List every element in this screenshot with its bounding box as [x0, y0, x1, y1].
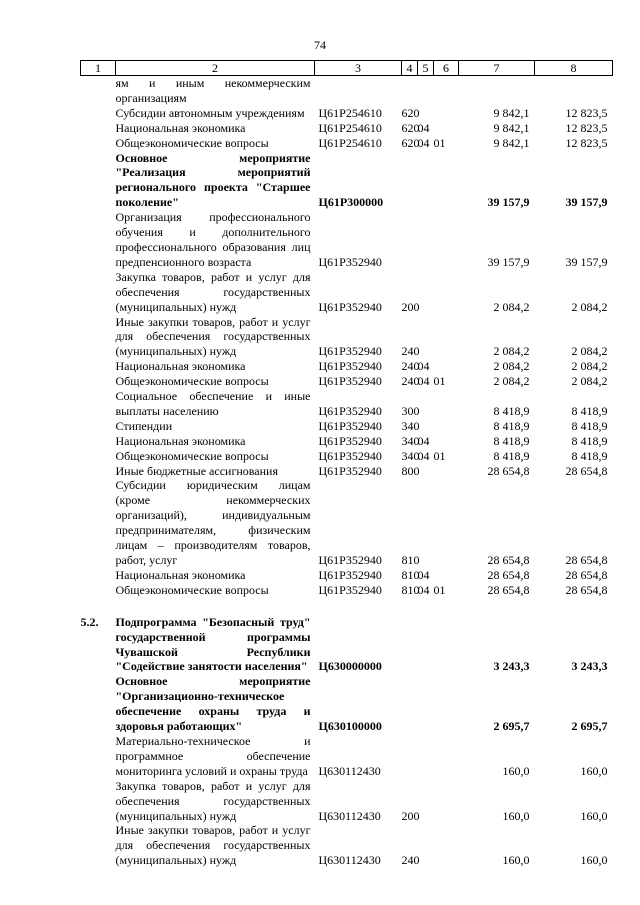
item-name: Закупка товаров, работ и услуг для обеспечения государственных (муниципальных) нужд	[115, 778, 311, 823]
subsection-code: 01	[433, 374, 446, 389]
section-code: 04	[417, 448, 430, 463]
subsection-code	[434, 419, 459, 434]
item-name: ям и иным некоммерческим организациям	[115, 76, 311, 105]
section-code	[418, 76, 434, 106]
section-code: 04	[417, 359, 430, 374]
amount-year-1	[459, 76, 535, 106]
amount-year-2: 39 157,9	[565, 195, 608, 210]
expense-type-code	[402, 151, 418, 211]
subsection-code	[434, 151, 459, 211]
item-name: Субсидии автономным учреждениям	[115, 105, 305, 120]
amount-year-1: 9 842,1	[493, 120, 530, 135]
item-name: Иные закупки товаров, работ и услуг для обеспечения государственных (муниципальных) нужд	[115, 314, 311, 359]
amount-year-1: 160,0	[502, 763, 530, 778]
expense-type-code	[402, 734, 418, 779]
amount-year-2: 3 243,3	[571, 659, 608, 674]
amount-year-2: 39 157,9	[565, 254, 608, 269]
item-name: Национальная экономика	[115, 359, 246, 374]
expense-type-code: 340	[401, 433, 420, 448]
amount-year-1: 9 842,1	[493, 105, 530, 120]
expense-type-code	[402, 598, 418, 615]
table-row	[81, 270, 613, 315]
table-row	[81, 598, 613, 615]
table-row	[81, 823, 613, 868]
subsection-code: 01	[433, 582, 446, 597]
subsection-code	[434, 121, 459, 136]
expense-type-code: 200	[401, 808, 420, 823]
table-body	[81, 76, 613, 869]
expense-type-code: 810	[401, 567, 420, 582]
subsection-code: 01	[433, 135, 446, 150]
section-code	[418, 734, 434, 779]
item-name: Основное мероприятие "Реализация мероприятий регионального проекта "Старшее поколение"	[115, 150, 311, 210]
amount-year-1: 8 418,9	[493, 448, 530, 463]
row-number	[81, 478, 116, 567]
row-number	[81, 434, 116, 449]
section-code: 04	[417, 567, 430, 582]
item-name: Основное мероприятие "Организационно-техническое обеспечение охраны труда и здоровья работающих"	[115, 674, 311, 734]
table-row	[81, 674, 613, 734]
target-code: Ц61P352940	[318, 463, 382, 478]
expense-type-code: 240	[401, 853, 420, 868]
subsection-code	[434, 270, 459, 315]
subsection-code	[434, 359, 459, 374]
table-row	[81, 374, 613, 389]
target-code: Ц630000000	[318, 659, 382, 674]
column-header: 2	[116, 61, 315, 76]
amount-year-1: 28 654,8	[487, 582, 530, 597]
item-name: Общеэкономические вопросы	[115, 448, 269, 463]
amount-year-1: 2 084,2	[493, 299, 530, 314]
row-number	[81, 106, 116, 121]
row-number	[81, 823, 116, 868]
subsection-code	[434, 568, 459, 583]
target-code: Ц61P352940	[318, 582, 382, 597]
amount-year-2: 28 654,8	[565, 582, 608, 597]
item-name: Подпрограмма "Безопасный труд" государственной программы Чувашской Республики "Содействие занятости населения"	[115, 614, 311, 674]
amount-year-1: 2 695,7	[493, 719, 530, 734]
target-code: Ц61P352940	[318, 403, 382, 418]
amount-year-1: 28 654,8	[487, 553, 530, 567]
table-row	[81, 464, 613, 479]
amount-year-2: 2 084,2	[571, 299, 608, 314]
item-name: Национальная экономика	[115, 120, 246, 135]
column-header: 6	[434, 61, 459, 76]
amount-year-1: 39 157,9	[487, 254, 530, 269]
amount-year-1: 2 084,2	[493, 359, 530, 374]
amount-year-2: 12 823,5	[565, 135, 608, 150]
subsection-code	[434, 823, 459, 868]
item-name: Иные бюджетные ассигнования	[115, 463, 278, 478]
target-code: Ц630112430	[318, 808, 381, 823]
row-number	[81, 374, 116, 389]
row-number	[81, 464, 116, 479]
table-row	[81, 359, 613, 374]
amount-year-2: 2 695,7	[571, 719, 608, 734]
amount-year-2: 28 654,8	[565, 567, 608, 582]
subsection-code: 01	[433, 448, 446, 463]
item-name: Общеэкономические вопросы	[115, 582, 269, 597]
section-code	[418, 151, 434, 211]
section-code	[418, 210, 434, 270]
amount-year-2: 160,0	[580, 808, 608, 823]
section-code	[418, 464, 434, 479]
amount-year-2: 8 418,9	[571, 403, 608, 418]
target-code: Ц61P352940	[318, 448, 382, 463]
section-code	[418, 615, 434, 675]
section-code	[418, 598, 434, 615]
row-number	[81, 674, 116, 734]
target-code: Ц61P352940	[318, 344, 382, 359]
amount-year-1: 2 084,2	[493, 344, 530, 359]
column-header: 3	[315, 61, 402, 76]
amount-year-1: 8 418,9	[493, 403, 530, 418]
section-code: 04	[417, 135, 430, 150]
expense-type-code: 620	[401, 120, 420, 135]
table-row	[81, 210, 613, 270]
subsection-code	[434, 734, 459, 779]
table-row	[81, 434, 613, 449]
page-number: 74	[314, 38, 326, 52]
item-name	[116, 598, 315, 615]
target-code: Ц630112430	[318, 763, 381, 778]
amount-year-1: 39 157,9	[487, 195, 530, 210]
target-code: Ц61P352940	[318, 359, 382, 374]
amount-year-1	[459, 598, 535, 615]
item-name: Общеэкономические вопросы	[115, 135, 269, 150]
subsection-code	[434, 76, 459, 106]
amount-year-1: 2 084,2	[493, 374, 530, 389]
amount-year-2: 28 654,8	[565, 463, 608, 478]
section-code: 04	[417, 374, 430, 389]
expense-type-code: 800	[401, 463, 420, 478]
table-row	[81, 779, 613, 824]
section-code	[418, 823, 434, 868]
subsection-code	[434, 478, 459, 567]
amount-year-1: 8 418,9	[493, 433, 530, 448]
subsection-code	[434, 210, 459, 270]
target-code: Ц630100000	[318, 719, 382, 734]
row-number	[81, 389, 116, 419]
table-row	[81, 389, 613, 419]
expense-type-code: 810	[401, 582, 420, 597]
expense-type-code: 340	[401, 418, 420, 433]
amount-year-1: 8 418,9	[493, 418, 530, 433]
item-name: Закупка товаров, работ и услуг для обеспечения государственных (муниципальных) нужд	[115, 269, 311, 314]
table-row	[81, 568, 613, 583]
section-code: 04	[417, 433, 430, 448]
expense-type-code: 620	[401, 105, 420, 120]
row-number	[81, 568, 116, 583]
amount-year-2: 28 654,8	[565, 553, 608, 567]
section-code	[418, 106, 434, 121]
table-header-row	[81, 61, 613, 76]
item-name: Материально-техническое и программное обеспечение мониторинга условий и охраны труда	[115, 733, 311, 778]
table-row	[81, 121, 613, 136]
item-name: Организация профессионального обучения и дополнительного профессионального образования лиц предпенсионного возраста	[115, 210, 311, 269]
expense-type-code: 240	[401, 359, 420, 374]
amount-year-2: 160,0	[580, 763, 608, 778]
expense-type-code: 240	[401, 374, 420, 389]
table-row	[81, 419, 613, 434]
expense-type-code: 620	[401, 135, 420, 150]
subsection-code	[434, 674, 459, 734]
expense-type-code	[402, 674, 418, 734]
expense-type-code: 340	[401, 448, 420, 463]
amount-year-1: 3 243,3	[493, 659, 530, 674]
row-number	[81, 121, 116, 136]
subsection-code	[434, 106, 459, 121]
target-code: Ц61P254610	[318, 105, 382, 120]
table-row	[81, 136, 613, 151]
table-row	[81, 315, 613, 360]
subsection-code	[434, 434, 459, 449]
amount-year-2: 2 084,2	[571, 359, 608, 374]
row-number	[81, 779, 116, 824]
table-row	[81, 151, 613, 211]
table-row	[81, 583, 613, 598]
expense-type-code: 240	[401, 344, 420, 359]
target-code: Ц61P300000	[318, 195, 384, 210]
section-code	[418, 674, 434, 734]
row-number	[81, 76, 116, 106]
amount-year-2: 12 823,5	[565, 120, 608, 135]
target-code	[315, 598, 402, 615]
target-code: Ц61P254610	[318, 120, 382, 135]
row-number	[81, 734, 116, 779]
expense-type-code	[402, 76, 418, 106]
item-name: Национальная экономика	[115, 433, 246, 448]
amount-year-2: 8 418,9	[571, 448, 608, 463]
row-number	[81, 598, 116, 615]
row-number	[81, 359, 116, 374]
column-header: 1	[81, 61, 116, 76]
row-number	[81, 136, 116, 151]
subsection-code	[434, 315, 459, 360]
amount-year-2: 2 084,2	[571, 374, 608, 389]
expense-type-code	[402, 615, 418, 675]
target-code: Ц61P352940	[318, 254, 382, 269]
item-name: Субсидии юридическим лицам (кроме некоммерческих организаций), индивидуальным предпринимателям, физическим лицам – производителям товаров, работ, услуг	[115, 478, 311, 567]
target-code: Ц630112430	[318, 853, 381, 868]
item-name: Иные закупки товаров, работ и услуг для обеспечения государственных (муниципальных) нужд	[115, 823, 311, 868]
item-name: Национальная экономика	[115, 567, 246, 582]
amount-year-1: 160,0	[502, 853, 530, 868]
section-code	[418, 270, 434, 315]
table-row	[81, 449, 613, 464]
subsection-code	[434, 464, 459, 479]
table-row	[81, 734, 613, 779]
section-code	[418, 419, 434, 434]
subsection-code	[434, 779, 459, 824]
item-name: Стипендии	[115, 418, 173, 433]
item-name: Социальное обеспечение и иные выплаты населению	[115, 389, 311, 418]
target-code: Ц61P352940	[318, 299, 382, 314]
row-number	[81, 583, 116, 598]
table-row	[81, 615, 613, 675]
amount-year-2: 8 418,9	[571, 433, 608, 448]
target-code: Ц61P352940	[318, 433, 382, 448]
section-code	[418, 389, 434, 419]
section-code	[418, 478, 434, 567]
row-number	[81, 210, 116, 270]
column-header: 7	[459, 61, 535, 76]
expense-type-code: 200	[401, 299, 420, 314]
table-row	[81, 76, 613, 106]
budget-table	[80, 60, 613, 868]
target-code: Ц61P352940	[318, 418, 382, 433]
subsection-code	[434, 615, 459, 675]
table-row	[81, 478, 613, 567]
column-header: 4	[402, 61, 418, 76]
subsection-code	[434, 598, 459, 615]
amount-year-2: 160,0	[580, 853, 608, 868]
target-code: Ц61P352940	[318, 553, 382, 567]
target-code: Ц61P254610	[318, 135, 382, 150]
amount-year-1: 160,0	[502, 808, 530, 823]
amount-year-2	[535, 76, 613, 106]
row-number	[81, 151, 116, 211]
amount-year-1: 28 654,8	[487, 463, 530, 478]
amount-year-2: 12 823,5	[565, 105, 608, 120]
expense-type-code: 300	[401, 403, 420, 418]
section-code: 04	[417, 582, 430, 597]
amount-year-1: 9 842,1	[493, 135, 530, 150]
row-number	[81, 270, 116, 315]
item-name: Общеэкономические вопросы	[115, 374, 269, 389]
section-code: 04	[417, 120, 430, 135]
amount-year-2: 2 084,2	[571, 344, 608, 359]
section-code	[418, 315, 434, 360]
row-number	[81, 449, 116, 464]
subsection-code	[434, 389, 459, 419]
row-number	[81, 419, 116, 434]
target-code: Ц61P352940	[318, 374, 382, 389]
row-number: 5.2.	[80, 614, 99, 629]
amount-year-1: 28 654,8	[487, 567, 530, 582]
expense-type-code	[402, 210, 418, 270]
column-header: 5	[418, 61, 434, 76]
table-row	[81, 106, 613, 121]
column-header: 8	[535, 61, 613, 76]
amount-year-2: 8 418,9	[571, 418, 608, 433]
target-code: Ц61P352940	[318, 567, 382, 582]
expense-type-code: 810	[401, 553, 420, 567]
amount-year-2	[535, 598, 613, 615]
target-code	[315, 76, 402, 106]
row-number	[81, 315, 116, 360]
section-code	[418, 779, 434, 824]
